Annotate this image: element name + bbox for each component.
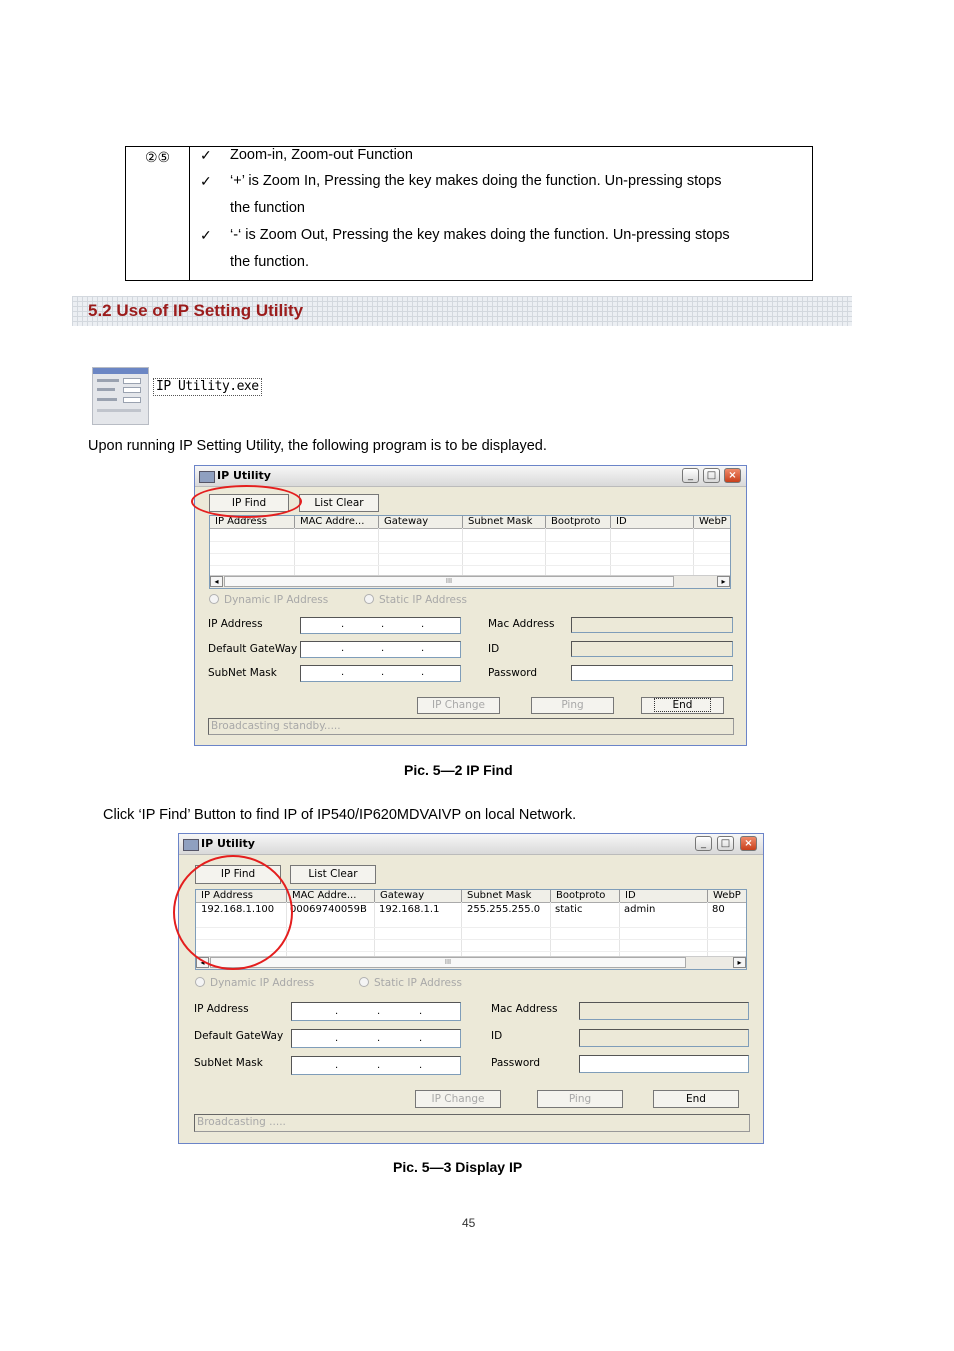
window-title: IP Utility bbox=[201, 837, 255, 850]
ip-address-input[interactable]: . . . bbox=[300, 617, 461, 634]
window-icon bbox=[199, 471, 215, 483]
table-item-continued: the function. bbox=[230, 254, 309, 270]
click-instruction-text: Click ‘IP Find’ Button to find IP of IP540/IP620MDVAIVP on local Network. bbox=[103, 807, 577, 823]
col-ip-address[interactable]: IP Address bbox=[210, 516, 295, 528]
intro-text: Upon running IP Setting Utility, the following program is to be displayed. bbox=[88, 438, 547, 454]
col-gateway[interactable]: Gateway bbox=[375, 890, 462, 902]
col-gateway[interactable]: Gateway bbox=[379, 516, 463, 528]
horizontal-scrollbar[interactable] bbox=[210, 575, 730, 588]
minimize-icon[interactable]: _ bbox=[682, 468, 699, 483]
status-bar: Broadcasting standby..... bbox=[208, 718, 734, 735]
window-icon bbox=[183, 839, 199, 851]
subnet-input[interactable]: . . . bbox=[300, 665, 461, 682]
end-button[interactable]: End bbox=[641, 697, 724, 714]
gateway-input[interactable]: . . . bbox=[300, 641, 461, 658]
ip-utility-window-find bbox=[194, 465, 747, 746]
zoom-function-table bbox=[125, 146, 813, 281]
col-subnet-mask[interactable]: Subnet Mask bbox=[463, 516, 546, 528]
row-bootproto: static bbox=[555, 904, 583, 915]
table-item: ✓ ‘-‘ is Zoom Out, Pressing the key makes doing the function. Un-pressing stops bbox=[200, 227, 730, 243]
col-bootproto[interactable]: Bootproto bbox=[551, 890, 620, 902]
id-label: ID bbox=[488, 643, 500, 655]
col-ip-address[interactable]: IP Address bbox=[196, 890, 287, 902]
check-icon: ✓ bbox=[200, 147, 212, 163]
window-title: IP Utility bbox=[217, 469, 271, 482]
horizontal-scrollbar[interactable] bbox=[196, 956, 746, 969]
scroll-thumb[interactable]: III bbox=[224, 576, 674, 587]
mac-address-label: Mac Address bbox=[488, 618, 555, 630]
col-mac-address[interactable]: MAC Addre... bbox=[287, 890, 375, 902]
ip-find-button[interactable]: IP Find bbox=[209, 494, 289, 512]
list-clear-button[interactable]: List Clear bbox=[299, 494, 379, 512]
col-id[interactable]: ID bbox=[620, 890, 708, 902]
scroll-right-icon[interactable]: ▸ bbox=[717, 576, 730, 587]
radio-icon bbox=[209, 594, 219, 604]
gateway-label: Default GateWay bbox=[208, 643, 298, 655]
row-id: admin bbox=[624, 904, 656, 915]
check-icon: ✓ bbox=[200, 227, 212, 243]
ping-button[interactable]: Ping bbox=[537, 1090, 623, 1108]
table-key-cell: ②⑤ bbox=[126, 147, 190, 280]
mac-address-label: Mac Address bbox=[491, 1003, 558, 1015]
static-ip-radio[interactable]: Static IP Address bbox=[364, 594, 467, 606]
ip-address-label: IP Address bbox=[208, 618, 263, 630]
highlight-ring bbox=[173, 855, 293, 970]
ip-address-input[interactable]: . . . bbox=[291, 1002, 461, 1021]
radio-icon bbox=[359, 977, 369, 987]
table-item-continued: the function bbox=[230, 200, 305, 216]
title-bar bbox=[195, 466, 746, 487]
subnet-input[interactable]: . . . bbox=[291, 1056, 461, 1075]
row-gateway: 192.168.1.1 bbox=[379, 904, 440, 915]
table-item: ✓ ‘+’ is Zoom In, Pressing the key makes doing the function. Un-pressing stops bbox=[200, 173, 722, 189]
col-webport[interactable]: WebP bbox=[713, 890, 741, 901]
password-input[interactable] bbox=[579, 1055, 749, 1073]
maximize-icon[interactable]: □ bbox=[717, 836, 734, 851]
row-subnet: 255.255.255.0 bbox=[467, 904, 541, 915]
ip-find-button[interactable]: IP Find bbox=[195, 865, 281, 884]
table-item: ✓ Zoom-in, Zoom-out Function bbox=[200, 147, 413, 163]
end-button[interactable]: End bbox=[653, 1090, 739, 1108]
ip-change-button[interactable]: IP Change bbox=[415, 1090, 501, 1108]
mac-address-field bbox=[571, 617, 733, 633]
scroll-left-icon[interactable]: ◂ bbox=[210, 576, 223, 587]
gateway-label: Default GateWay bbox=[194, 1030, 284, 1042]
ip-address-label: IP Address bbox=[194, 1003, 249, 1015]
title-bar bbox=[179, 834, 763, 855]
status-bar: Broadcasting ..... bbox=[194, 1114, 750, 1132]
row-ip: 192.168.1.100 bbox=[201, 904, 275, 915]
ip-change-button[interactable]: IP Change bbox=[417, 697, 500, 714]
col-mac-address[interactable]: MAC Addre... bbox=[295, 516, 379, 528]
ip-utility-window-display bbox=[178, 833, 764, 1144]
section-header bbox=[72, 296, 852, 326]
dynamic-ip-radio[interactable]: Dynamic IP Address bbox=[195, 977, 314, 989]
scroll-thumb[interactable]: III bbox=[210, 957, 686, 968]
app-file-label: IP Utility.exe bbox=[153, 378, 262, 396]
list-clear-button[interactable]: List Clear bbox=[290, 865, 376, 884]
col-id[interactable]: ID bbox=[611, 516, 694, 528]
subnet-label: SubNet Mask bbox=[194, 1057, 263, 1069]
static-ip-radio[interactable]: Static IP Address bbox=[359, 977, 462, 989]
col-subnet-mask[interactable]: Subnet Mask bbox=[462, 890, 551, 902]
scroll-right-icon[interactable]: ▸ bbox=[733, 957, 746, 968]
highlight-ring bbox=[191, 485, 302, 518]
ping-button[interactable]: Ping bbox=[531, 697, 614, 714]
mac-address-field bbox=[579, 1002, 749, 1020]
check-icon: ✓ bbox=[200, 173, 212, 189]
minimize-icon[interactable]: _ bbox=[695, 836, 712, 851]
col-bootproto[interactable]: Bootproto bbox=[546, 516, 611, 528]
ip-utility-app-icon bbox=[92, 367, 149, 425]
caption-ip-find: Pic. 5—2 IP Find bbox=[404, 762, 513, 778]
section-title: 5.2 Use of IP Setting Utility bbox=[88, 301, 304, 320]
subnet-label: SubNet Mask bbox=[208, 667, 277, 679]
col-webport[interactable]: WebP bbox=[699, 516, 727, 527]
radio-icon bbox=[195, 977, 205, 987]
id-field bbox=[571, 641, 733, 657]
close-icon[interactable]: × bbox=[724, 468, 741, 483]
password-input[interactable] bbox=[571, 665, 733, 681]
close-icon[interactable]: × bbox=[740, 836, 757, 851]
id-field bbox=[579, 1029, 749, 1047]
id-label: ID bbox=[491, 1030, 503, 1042]
maximize-icon[interactable]: □ bbox=[703, 468, 720, 483]
page-number: 45 bbox=[462, 1216, 476, 1230]
list-header bbox=[210, 516, 730, 529]
row-mac: 00069740059B bbox=[290, 904, 367, 915]
radio-icon bbox=[364, 594, 374, 604]
row-webport: 80 bbox=[712, 904, 725, 915]
caption-display-ip: Pic. 5—3 Display IP bbox=[393, 1159, 523, 1175]
device-list[interactable] bbox=[209, 515, 731, 589]
password-label: Password bbox=[488, 667, 538, 679]
password-label: Password bbox=[491, 1057, 541, 1069]
dynamic-ip-radio[interactable]: Dynamic IP Address bbox=[209, 594, 328, 606]
gateway-input[interactable]: . . . bbox=[291, 1029, 461, 1048]
scroll-left-icon[interactable]: ◂ bbox=[196, 957, 209, 968]
